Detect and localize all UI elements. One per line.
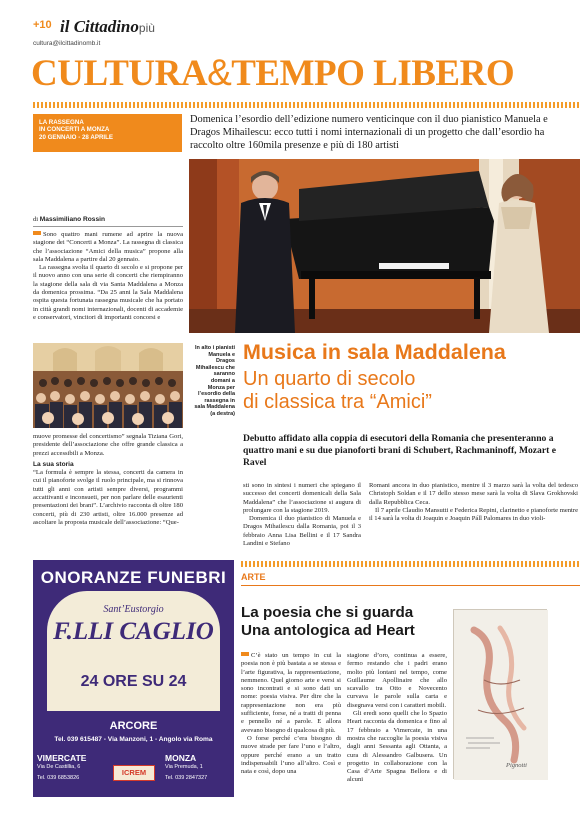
article-col1-bottom [33, 433, 183, 541]
arte-col1-p1: C’è stato un tempo in cui la poesia non è più bastata a se stessa e l’arte figurativa, la rappresentazione, nemmeno. Quel giorno arte e versi si sono incontrati e si sono dati un nome: poesia visiva. Per dire che la rappresentazione non era più sufficiente, forse, né a tratti di penna e pennello né a parole. E allora avevano bisogno di qualcosa di più. [241, 652, 341, 734]
col2-p2: Domenica il duo pianistico di Manuela e Dragos Mihailescu dalla Romania, poi il 3 febbraio Anna Lisa Bellini e il 17 Sandra Landini e Stefano [243, 515, 361, 548]
ad-branch-right-town: MONZA [165, 753, 197, 763]
col3-p2: Il 7 aprile Claudio Mansutti e Federica Repini, clarinetto e pianoforte mentre il 14 sarà la volta di Joaquin e Joaquin Páll Palomares in duo violi- [369, 506, 578, 523]
arte-headline-2: Una antologica ad Heart [241, 622, 415, 639]
photo-caption: In alto i pianisti Manuela e Dragos Mihailescu che saranno domani a Monza per l’esordio della rassegna in sala Maddalena (a destra) [194, 345, 235, 417]
arte-section-label: ARTE [241, 572, 266, 582]
ad-branch-left-street: Via De Castillia, 6 [37, 764, 81, 770]
brand-logo [60, 17, 155, 37]
col2-p1: sti sono in sintesi i numeri che spiegano il successo dei concerti domenicali della Sala Maddalena” che l’associazione si augura di prolungare con la stagione 2019. [243, 482, 361, 514]
article-col2 [243, 482, 361, 548]
arte-col2-p2: Gli eredi sono quelli che lo Spazio Heart racconta da domenica e fino al 17 febbraio a Vimercate, in una mostra che raccoglie la poesia visiva dagli anni Sessanta agli Ottanta, a cura di Alessandro Galbusera. Un progetto in collaborazione con la Casa d’Arte Spagna Bellora e di alcuni [347, 710, 447, 784]
ad-branch-left-town: VIMERCATE [37, 753, 87, 763]
subheadline-1: Un quarto di secolo [243, 368, 416, 390]
funeral-ad[interactable] [33, 560, 234, 797]
page-number: +10 [33, 19, 52, 31]
col1-top-p1: Sono quattro mani rumene ad aprire la nuova stagione dei “Concerti a Monza”. La rassegna di classica che l’associazione “Amici della musica” propone alla sala Maddalena a partire dal 20 gennaio. [33, 231, 183, 263]
section-title-right: TEMPO LIBERO [231, 53, 515, 94]
brand-suffix: più [138, 21, 155, 35]
email-link[interactable]: cultura@ilcittadinomb.it [33, 40, 101, 47]
arte-headline-1: La poesia che si guarda [241, 604, 414, 621]
section-title-left: CULTURA [31, 53, 208, 94]
ad-title: ONORANZE FUNEBRI [40, 568, 227, 587]
section-title-amp: & [207, 52, 232, 93]
headline: Musica in sala Maddalena [243, 340, 506, 364]
event-box-line-2: IN CONCERTI A MONZA [39, 126, 110, 134]
section-title [31, 52, 514, 95]
arte-paragraph-marker-icon [241, 652, 249, 656]
artwork-caption: Pignotti [506, 762, 527, 769]
arte-label-rule [241, 585, 580, 586]
byline-author: Massimiliano Rossin [39, 216, 106, 223]
ad-branch-left-phone: Tel. 039 6853826 [37, 775, 80, 781]
event-box-line-1: LA RASSEGNA [39, 119, 84, 126]
arte-col2 [347, 652, 447, 797]
brand-main: il Cittadino [60, 17, 139, 36]
ad-branch-right-phone: Tel. 039 2847327 [165, 775, 208, 781]
arte-col1 [241, 652, 341, 797]
header-divider [33, 102, 580, 108]
ad-branch-left [37, 753, 101, 781]
article-col3 [369, 482, 578, 540]
audience-photo [33, 343, 183, 428]
ad-town-main: ARCORE [109, 720, 158, 732]
ad-hours: 24 ORE SU 24 [80, 673, 187, 690]
article-col1-top [33, 231, 183, 337]
ad-phones-main: Tel. 039 615487 - Via Manzoni, 1 - Angolo via Roma [54, 736, 213, 743]
arte-divider [241, 561, 580, 567]
arte-col1-p2: O forse perché c’era bisogno di nuove strade per fare l’uno e l’altro, oppure perché erano a un tratto indispensabili l’uno all’altro. Così e nata e così, dopo una [241, 734, 341, 776]
byline-divider [33, 226, 183, 227]
event-box [33, 114, 182, 152]
byline-prefix: di [33, 216, 40, 223]
byline [33, 216, 183, 224]
pianists-photo [189, 159, 580, 333]
standfirst: Debutto affidato alla coppia di esecutori della Romania che presenteranno a quattro mani e su due pianoforti brani di Schubert, Rachmaninoff, Mozart e Ravel [243, 433, 556, 468]
ad-branch-right [165, 753, 231, 781]
paragraph-marker-icon [33, 231, 41, 235]
col1-top-p2: La rassegna svolta il quarto di secolo e si propone per il nuovo anno con una serie di concerti che riempiranno la stagione della sala di via Santa Maddalena a Monza da domenica prossima. “Da 25 anni la Sala Maddalena ospita questa fortunata rassegna musicale che ha portato in città grandi nomi internazionali, docenti di accademie e conservatori, vincitori di importanti concorsi e [33, 264, 183, 321]
subhead: La sua storia [33, 460, 74, 468]
ad-branch-right-street: Via Premuda, 1 [165, 764, 203, 770]
col1-bottom-p1: muove promesse del concertismo” segnala Tiziana Gori, presidente dell’associazione che offre grande classica a prezzi accessibili a Monza. [33, 433, 183, 457]
col1-bottom-p2: “La formula è sempre la stessa, concerti da camera in cui il pianoforte svolge il ruolo principale, ma si rinnova tutti gli anni con artisti sempre diversi, programmi accattivanti e inconsueti, per non parlare delle esaurienti presentazioni dei brani”. L’archivio racconta di oltre 180 concerti, più di 230 artisti, oltre 16.000 presenze ad ascoltare la proposta musicale dell’associazione: “Que- [33, 469, 183, 526]
subheadline-2: di classica tra “Amici” [243, 391, 432, 413]
lead-intro: Domenica l’esordio dell’edizione numero venticinque con il duo pianistico Manuela e Dragos Mihailescu: ecco tutti i nomi internazionali di un progetto che dall’esordio ha raccolto oltre 160mila presenze e più di 180 artisti [190, 114, 548, 151]
col3-p1: Romani ancora in duo pianistico, mentre il 3 marzo sarà la volta del tedesco Christoph Soldan e il 17 dello stesso mese sarà la volta di Slava Grokhovski dalla Repubblica Ceca. [369, 482, 578, 506]
artwork-image [453, 609, 547, 779]
icrem-logo: ICREM [113, 765, 155, 781]
event-box-line-3: 20 GENNAIO - 28 APRILE [39, 133, 114, 141]
ad-company: F.LLI CAGLIO [53, 618, 214, 645]
ad-script-top: Sant’Eustorgio [103, 604, 164, 615]
arte-col2-p1: stagione d’oro, continua a essere, fermo restando che i padri erano molto più lontani nel tempo, come Guillaume Apollinaire che allo scavallo tra Otto e Novecento curvava le parole sulla carta e disegnava versi con i caratteri mobili. [347, 652, 447, 709]
